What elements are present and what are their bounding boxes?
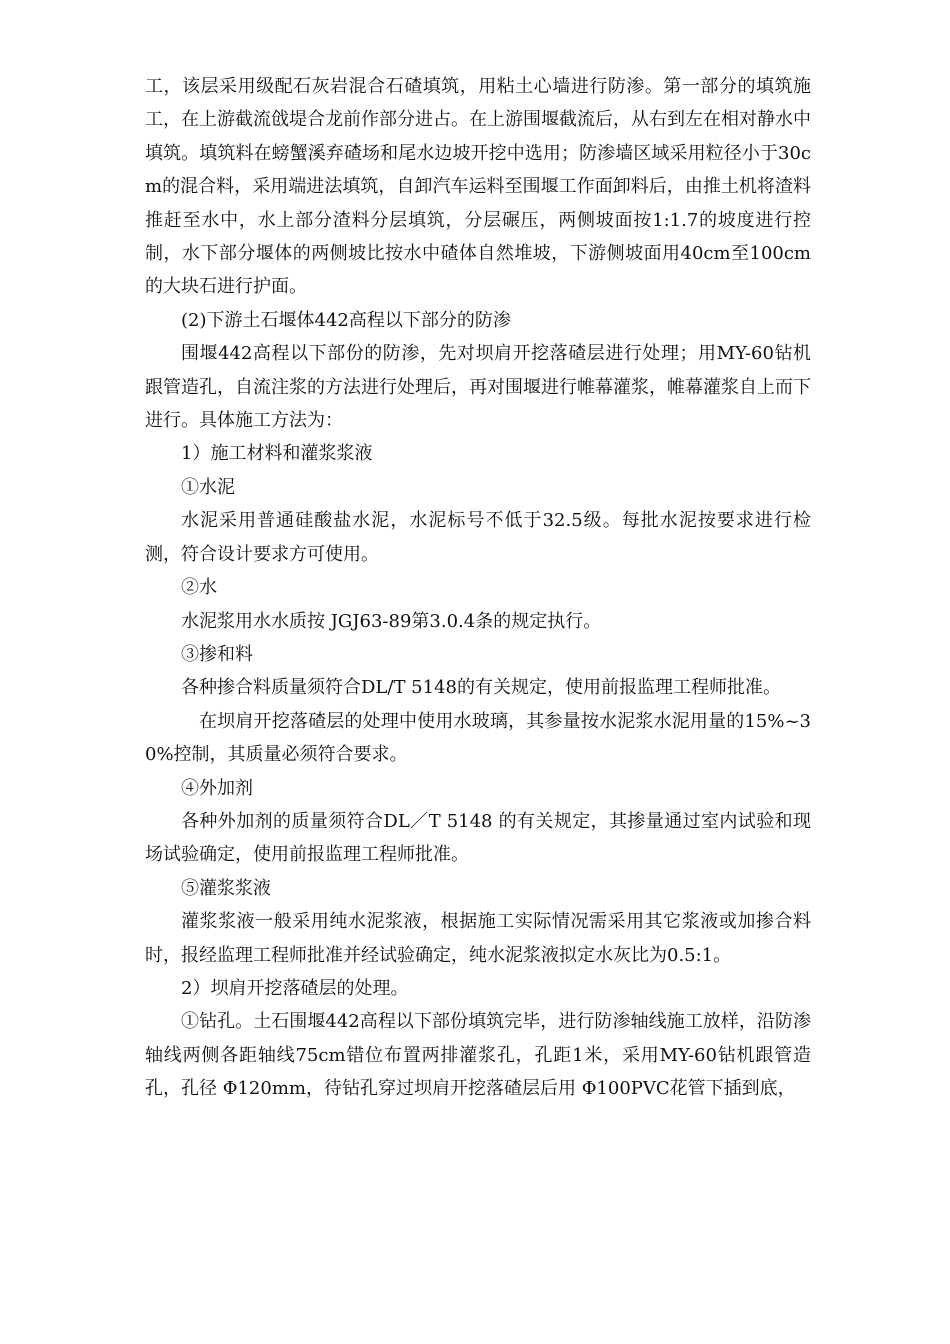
- heading-debris-treatment: 2）坝肩开挖落碴层的处理。: [181, 977, 409, 999]
- paragraph-water-glass: 在坝肩开挖落碴层的处理中使用水玻璃，其参量按水泥浆水泥用量的15%~30%控制，其质量必须符合要求。: [145, 710, 811, 766]
- heading-admixture: ③掺和料: [181, 643, 253, 665]
- heading-cement: ①水泥: [181, 476, 235, 498]
- heading-additive: ④外加剂: [181, 777, 253, 799]
- paragraph-admixture: 各种掺合料质量须符合DL/T 5148的有关规定，使用前报监理工程师批准。: [181, 677, 781, 699]
- heading-water: ②水: [181, 577, 217, 599]
- paragraph-seepage-method: 围堰442高程以下部份的防渗，先对坝肩开挖落碴层进行处理；用MY-60钻机跟管造孔，自流注浆的方法进行处理后，再对围堰进行帷幕灌浆，帷幕灌浆自上而下进行。具体施工方法为：: [145, 343, 811, 432]
- paragraph-cement: 水泥采用普通硅酸盐水泥，水泥标号不低于32.5级。每批水泥按要求进行检测，符合设计要求方可使用。: [145, 510, 811, 565]
- document-page: [145, 70, 811, 1106]
- paragraph-drilling: ①钻孔。土石围堰442高程以下部份填筑完毕，进行防渗轴线施工放样，沿防渗轴线两侧各距轴线75cm错位布置两排灌浆孔，孔距1米，采用MY-60钻机跟管造孔，孔径 Φ120mm，待钻孔穿过坝肩开挖落碴层后用 Φ100PVC花管下插到底，: [145, 1011, 811, 1100]
- heading-grout: ⑤灌浆浆液: [181, 877, 271, 899]
- paragraph-grout: 灌浆浆液一般采用纯水泥浆液，根据施工实际情况需采用其它浆液或加掺合料时，报经监理工程师批准并经试验确定，纯水泥浆液拟定水灰比为0.5:1。: [145, 911, 811, 966]
- paragraph-embankment-fill: 工，该层采用级配石灰岩混合石碴填筑，用粘土心墙进行防渗。第一部分的填筑施工，在上游截流戗堤合龙前作部分进占。在上游围堰截流后，从右到左在相对静水中填筑。填筑料在螃蟹溪弃碴场和尾水边坡开挖中选用；防渗墙区域采用粒径小于30cm的混合料，采用端进法填筑，自卸汽车运料至围堰工作面卸料后，由推土机将渣料推赶至水中，水上部分渣料分层填筑，分层碾压，两侧坡面按1:1.7的坡度进行控制，水下部分堰体的两侧坡比按水中碴体自然堆坡，下游侧坡面用40cm至100cm的大块石进行护面。: [145, 76, 811, 298]
- heading-downstream-seepage: (2)下游土石堰体442高程以下部分的防渗: [181, 309, 511, 331]
- paragraph-additive: 各种外加剂的质量须符合DL／T 5148 的有关规定，其掺量通过室内试验和现场试验确定，使用前报监理工程师批准。: [145, 810, 811, 866]
- heading-materials: 1）施工材料和灌浆浆液: [181, 443, 373, 465]
- paragraph-water: 水泥浆用水水质按 JGJ63-89第3.0.4条的规定执行。: [181, 610, 602, 632]
